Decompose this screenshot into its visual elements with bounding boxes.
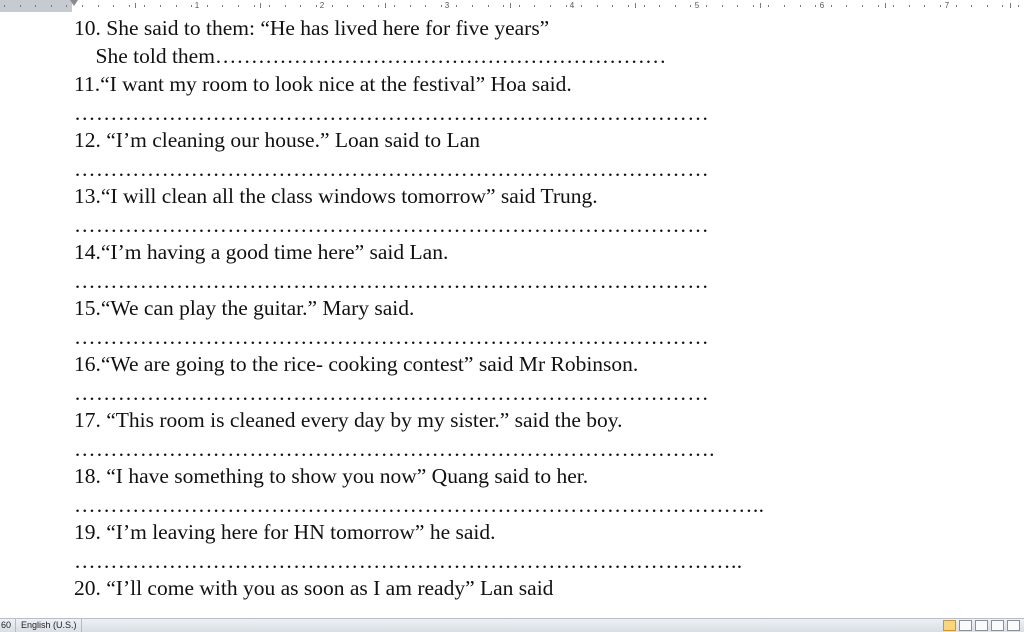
ruler-tick xyxy=(503,5,504,7)
answer-line: …………………………………………………………………………… xyxy=(74,213,710,237)
full-screen-reading-view-icon[interactable] xyxy=(959,620,972,631)
answer-line: …………………………………………………………………………… xyxy=(74,325,710,349)
ruler-tick xyxy=(956,5,957,7)
ruler-tick xyxy=(129,5,130,7)
ruler-tick xyxy=(971,5,972,7)
ruler-tick xyxy=(176,5,177,7)
ruler-tick xyxy=(644,5,645,7)
ruler-number: 1 xyxy=(194,1,200,10)
draft-view-icon[interactable] xyxy=(1007,620,1020,631)
ruler-tick xyxy=(581,5,582,7)
horizontal-ruler[interactable] xyxy=(0,0,1024,12)
ruler-margin-left xyxy=(0,0,72,12)
exercise-line: 16.“We are going to the rice- cooking contest” said Mr Robinson. xyxy=(74,352,639,376)
ruler-tick xyxy=(878,5,879,7)
ruler-tick xyxy=(35,5,36,7)
ruler-tick xyxy=(222,5,223,7)
ruler-tick xyxy=(768,5,769,7)
ruler-tick xyxy=(675,5,676,7)
ruler-tick xyxy=(82,5,83,7)
exercise-line: 20. “I’ll come with you as soon as I am ready” Lan said xyxy=(74,576,554,600)
ruler-tick xyxy=(1002,5,1003,7)
page-count[interactable]: 60 xyxy=(0,619,16,632)
ruler-tick xyxy=(488,5,489,7)
print-layout-view-icon[interactable] xyxy=(943,620,956,631)
ruler-number: 4 xyxy=(569,1,575,10)
ruler-tick xyxy=(238,5,239,7)
ruler-tick xyxy=(784,5,785,7)
ruler-tick xyxy=(456,5,457,7)
ruler-tick xyxy=(332,5,333,7)
exercise-line: 11.“I want my room to look nice at the festival” Hoa said. xyxy=(74,72,572,96)
answer-line: She told them……………………………………………………… xyxy=(74,44,667,68)
ruler-number: 6 xyxy=(819,1,825,10)
exercise-line: 17. “This room is cleaned every day by my sister.” said the boy. xyxy=(74,408,623,432)
ruler-half-tick xyxy=(885,3,886,8)
ruler-half-tick xyxy=(510,3,511,8)
web-layout-view-icon[interactable] xyxy=(975,620,988,631)
ruler-tick xyxy=(300,5,301,7)
ruler-tick xyxy=(363,5,364,7)
language-indicator[interactable]: English (U.S.) xyxy=(17,619,82,632)
ruler-tick xyxy=(441,5,442,7)
ruler-tick xyxy=(51,5,52,7)
ruler-tick xyxy=(519,5,520,7)
answer-line: …………………………………………………………………………… xyxy=(74,381,710,405)
ruler-tick xyxy=(378,5,379,7)
ruler-number: 3 xyxy=(444,1,450,10)
answer-line: ……………………………………………………………………………….. xyxy=(74,549,743,573)
ruler-tick xyxy=(722,5,723,7)
answer-line: ………………………………………………………………………………….. xyxy=(74,493,765,517)
answer-line: …………………………………………………………………………… xyxy=(74,101,710,125)
ruler-tick xyxy=(612,5,613,7)
ruler-tick xyxy=(924,5,925,7)
ruler-tick xyxy=(394,5,395,7)
ruler-tick xyxy=(472,5,473,7)
ruler-tick xyxy=(940,5,941,7)
ruler-tick xyxy=(597,5,598,7)
first-line-indent-marker[interactable] xyxy=(70,0,78,6)
ruler-number: 7 xyxy=(944,1,950,10)
ruler-tick xyxy=(4,5,5,7)
exercise-line: 19. “I’m leaving here for HN tomorrow” he said. xyxy=(74,520,496,544)
ruler-half-tick xyxy=(135,3,136,8)
ruler-half-tick xyxy=(760,3,761,8)
ruler-tick xyxy=(144,5,145,7)
ruler-tick xyxy=(113,5,114,7)
exercise-line: 14.“I’m having a good time here” said Lan. xyxy=(74,240,449,264)
ruler-tick xyxy=(269,5,270,7)
ruler-tick xyxy=(254,5,255,7)
ruler-tick xyxy=(566,5,567,7)
ruler-tick xyxy=(160,5,161,7)
ruler-number: 2 xyxy=(319,1,325,10)
ruler-half-tick xyxy=(260,3,261,8)
ruler-tick xyxy=(690,5,691,7)
answer-line: ……………………………………………………………………………. xyxy=(74,437,715,461)
ruler-tick xyxy=(1018,5,1019,7)
ruler-tick xyxy=(191,5,192,7)
ruler-tick xyxy=(410,5,411,7)
ruler-tick xyxy=(737,5,738,7)
ruler-tick xyxy=(846,5,847,7)
document-page[interactable] xyxy=(0,12,1024,618)
exercise-line: 13.“I will clean all the class windows tomorrow” said Trung. xyxy=(74,184,598,208)
ruler-tick xyxy=(987,5,988,7)
ruler-tick xyxy=(534,5,535,7)
ruler-tick xyxy=(831,5,832,7)
ruler-tick xyxy=(347,5,348,7)
outline-view-icon[interactable] xyxy=(991,620,1004,631)
ruler-half-tick xyxy=(385,3,386,8)
ruler-tick xyxy=(285,5,286,7)
ruler-tick xyxy=(98,5,99,7)
ruler-tick xyxy=(800,5,801,7)
ruler-half-tick xyxy=(635,3,636,8)
exercise-line: 18. “I have something to show you now” Quang said to her. xyxy=(74,464,589,488)
ruler-tick xyxy=(550,5,551,7)
ruler-tick xyxy=(316,5,317,7)
exercise-line: 10. She said to them: “He has lived here for five years” xyxy=(74,16,550,40)
exercise-line: 15.“We can play the guitar.” Mary said. xyxy=(74,296,415,320)
ruler-tick xyxy=(909,5,910,7)
ruler-tick xyxy=(20,5,21,7)
ruler-tick xyxy=(753,5,754,7)
ruler-tick xyxy=(628,5,629,7)
answer-line: …………………………………………………………………………… xyxy=(74,269,710,293)
answer-line: …………………………………………………………………………… xyxy=(74,157,710,181)
ruler-tick xyxy=(706,5,707,7)
exercise-line: 12. “I’m cleaning our house.” Loan said to Lan xyxy=(74,128,480,152)
ruler-tick xyxy=(425,5,426,7)
ruler-text-area xyxy=(72,0,1024,12)
ruler-tick xyxy=(659,5,660,7)
ruler-tick xyxy=(207,5,208,7)
ruler-tick xyxy=(893,5,894,7)
ruler-number: 5 xyxy=(694,1,700,10)
status-bar xyxy=(0,618,1024,632)
ruler-half-tick xyxy=(1010,3,1011,8)
ruler-tick xyxy=(862,5,863,7)
ruler-tick xyxy=(66,5,67,7)
view-switcher xyxy=(943,620,1020,632)
ruler-tick xyxy=(815,5,816,7)
